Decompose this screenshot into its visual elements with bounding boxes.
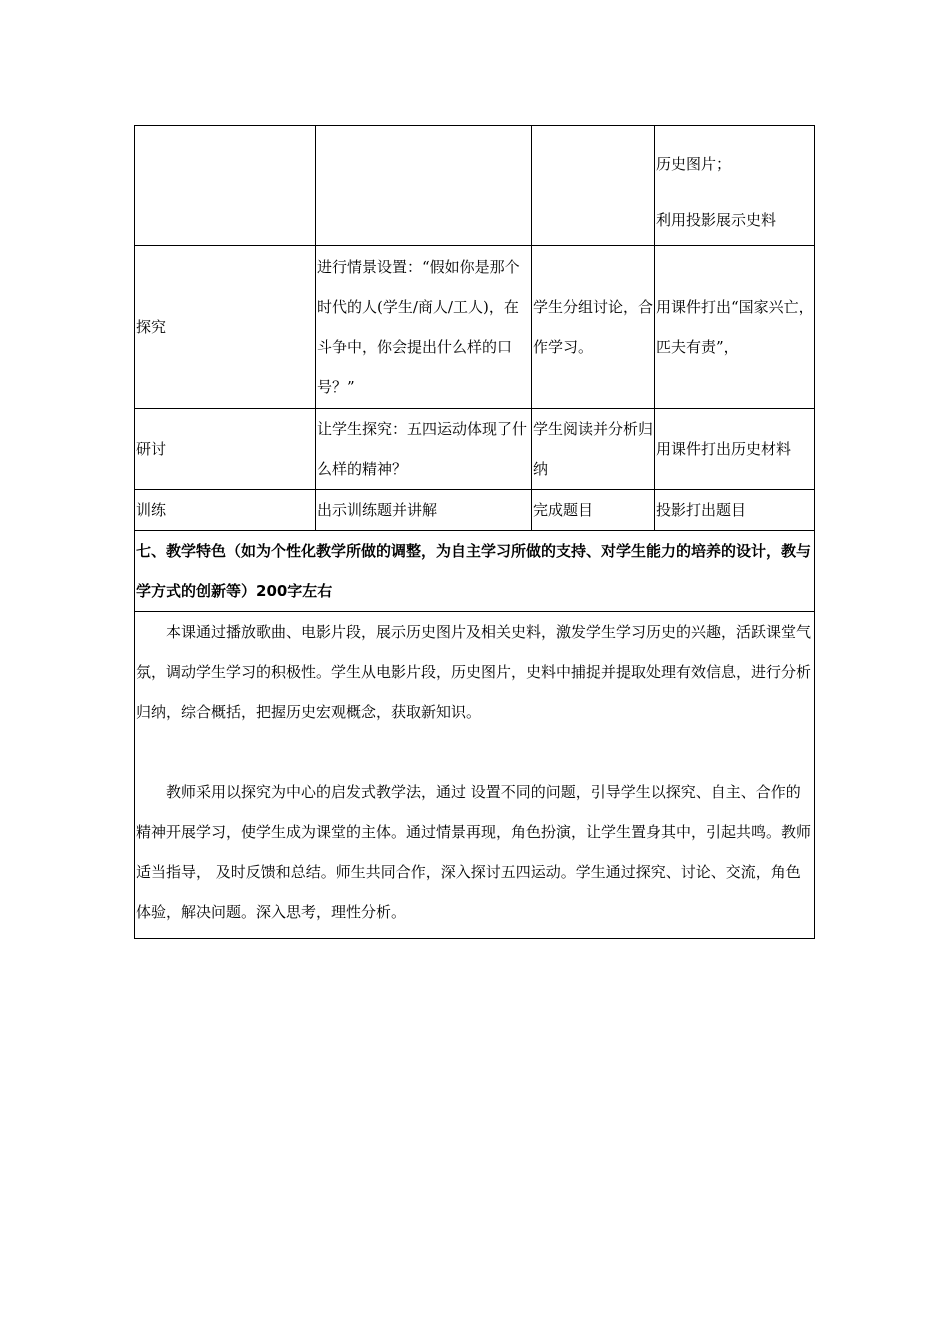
table-cell: 进行情景设置：“假如你是那个时代的人(学生/商人/工人)，在斗争中，你会提出什么样的口号？” — [316, 246, 532, 409]
row-label-explore: 探究 — [135, 246, 316, 409]
table-cell: 用课件打出“国家兴亡，匹夫有责”， — [655, 246, 815, 409]
table-cell — [532, 126, 655, 246]
table-cell: 让学生探究：五四运动体现了什么样的精神？ — [316, 409, 532, 490]
table-cell: 学生分组讨论，合作学习。 — [532, 246, 655, 409]
table-cell: 投影打出题目 — [655, 490, 815, 531]
table-cell: 出示训练题并讲解 — [316, 490, 532, 531]
row-label-discuss: 研讨 — [135, 409, 316, 490]
table-cell — [135, 126, 316, 246]
section-heading-cell — [135, 531, 815, 612]
table-row — [135, 126, 815, 246]
cell-line: 历史图片； — [656, 155, 732, 173]
paragraph: 本课通过播放歌曲、电影片段，展示历史图片及相关史料，激发学生学习历史的兴趣，活跃课堂气氛，调动学生学习的积极性。学生从电影片段，历史图片，史料中捕捉并提取处理有效信息，进行分析归纳，综合概括，把握历史宏观概念，获取新知识。 — [136, 623, 812, 721]
table-row — [135, 531, 815, 612]
table-cell: 完成题目 — [532, 490, 655, 531]
table-cell — [655, 126, 815, 246]
table-row — [135, 409, 815, 490]
table-row — [135, 490, 815, 531]
table-cell: 学生阅读并分析归纳 — [532, 409, 655, 490]
section-heading: 七、教学特色（如为个性化教学所做的调整，为自主学习所做的支持、对学生能力的培养的设计，教与学方式的创新等）200字左右 — [136, 542, 812, 600]
table-cell — [316, 126, 532, 246]
blank-line — [136, 732, 814, 772]
row-label-training: 训练 — [135, 490, 316, 531]
table-row — [135, 246, 815, 409]
cell-line: 利用投影展示史料 — [656, 211, 777, 229]
section-body-cell — [135, 612, 815, 939]
lesson-plan-table — [134, 125, 815, 939]
paragraph: 教师采用以探究为中心的启发式教学法，通过 设置不同的问题，引导学生以探究、自主、合作的精神开展学习，使学生成为课堂的主体。通过情景再现，角色扮演，让学生置身其中，引起共鸣。教师适当指导， 及时反馈和总结。师生共同合作，深入探讨五四运动。学生通过探究、讨论、交流，角色体验，解决问题。深入思考，理性分析。 — [136, 783, 812, 921]
table-cell: 用课件打出历史材料 — [655, 409, 815, 490]
table-row — [135, 612, 815, 939]
